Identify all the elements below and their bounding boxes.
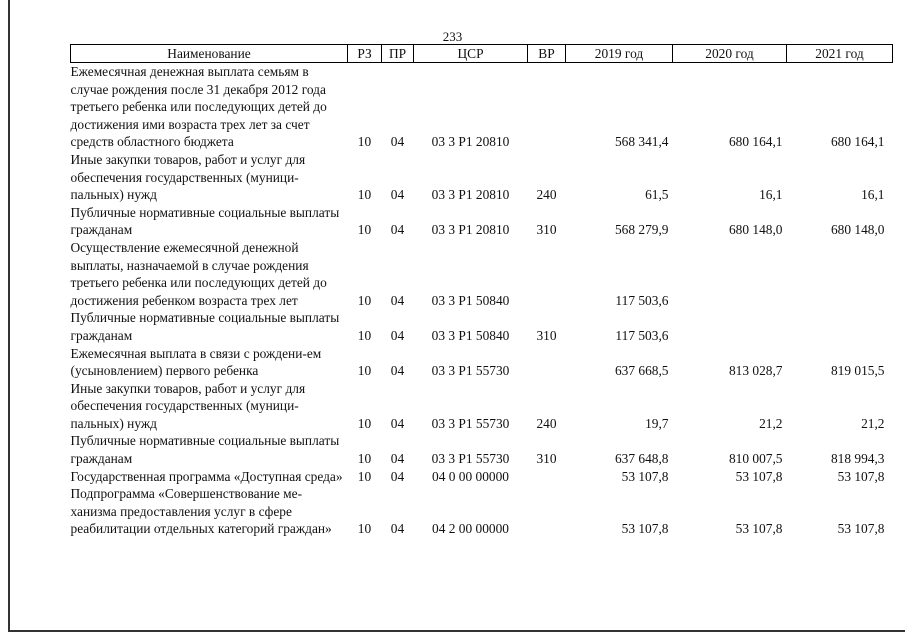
row-2021: 16,1 bbox=[861, 187, 885, 203]
page-number: 233 bbox=[442, 29, 463, 44]
row-2019: 61,5 bbox=[645, 187, 669, 203]
row-2019: 53 107,8 bbox=[621, 468, 669, 484]
row-2020: 680 164,1 bbox=[728, 134, 783, 150]
row-2020: 53 107,8 bbox=[735, 521, 783, 537]
row-name: Подпрограмма «Совершенствование ме-ханизма предоставления услуг в сфере реабилитации отдельных категорий граждан» bbox=[70, 486, 332, 537]
row-name: Публичные нормативные социальные выплаты гражданам bbox=[70, 433, 340, 467]
row-2020 bbox=[673, 239, 787, 309]
header-2020: 2020 год bbox=[673, 45, 787, 63]
row-rz: 10 bbox=[357, 327, 372, 343]
row-name: Ежемесячная денежная выплата семьям в случае рождения после 31 декабря 2012 года третьего ребенка или последующих детей до достижения ими возраста трех лет за счет средств областного бюджета bbox=[70, 64, 327, 150]
row-vr: 310 bbox=[536, 222, 557, 238]
table-row bbox=[71, 239, 893, 309]
row-vr bbox=[528, 345, 566, 380]
table-row bbox=[71, 309, 893, 344]
row-pr: 04 bbox=[390, 451, 405, 467]
row-pr: 04 bbox=[390, 521, 405, 537]
row-2021 bbox=[787, 239, 893, 309]
row-csr: 03 3 P1 50840 bbox=[431, 327, 510, 343]
row-2021: 53 107,8 bbox=[837, 521, 885, 537]
row-rz: 10 bbox=[357, 415, 372, 431]
row-rz: 10 bbox=[357, 468, 372, 484]
header-csr: ЦСР bbox=[414, 45, 528, 63]
row-pr: 04 bbox=[390, 468, 405, 484]
header-vr: ВР bbox=[528, 45, 566, 63]
row-2019: 117 503,6 bbox=[615, 327, 669, 343]
row-2020: 680 148,0 bbox=[728, 222, 783, 238]
row-csr: 04 0 00 00000 bbox=[432, 468, 509, 484]
row-csr: 03 3 P1 20810 bbox=[431, 134, 510, 150]
row-2020: 53 107,8 bbox=[735, 468, 783, 484]
row-pr: 04 bbox=[390, 134, 405, 150]
row-2021: 819 015,5 bbox=[830, 363, 885, 379]
row-vr: 310 bbox=[536, 451, 557, 467]
header-2019: 2019 год bbox=[566, 45, 673, 63]
row-csr: 03 3 P1 20810 bbox=[431, 222, 510, 238]
table-row bbox=[71, 432, 893, 467]
row-pr: 04 bbox=[390, 187, 405, 203]
row-2020: 813 028,7 bbox=[728, 363, 783, 379]
table-row bbox=[71, 151, 893, 204]
row-rz: 10 bbox=[357, 292, 372, 308]
table-row bbox=[71, 63, 893, 151]
row-rz: 10 bbox=[357, 134, 372, 150]
table-row bbox=[71, 468, 893, 486]
row-rz: 10 bbox=[357, 521, 372, 537]
row-2020: 810 007,5 bbox=[728, 451, 783, 467]
row-pr: 04 bbox=[390, 292, 405, 308]
row-2021: 680 164,1 bbox=[830, 134, 885, 150]
row-name: Публичные нормативные социальные выплаты гражданам bbox=[70, 204, 340, 238]
row-2021 bbox=[787, 309, 893, 344]
row-vr: 240 bbox=[536, 415, 557, 431]
row-csr: 03 3 P1 20810 bbox=[431, 187, 510, 203]
row-vr: 310 bbox=[536, 327, 557, 343]
row-vr bbox=[528, 485, 566, 538]
table-header bbox=[71, 45, 893, 63]
row-name: Ежемесячная выплата в связи с рождени-ем (усыновлением) первого ребенка bbox=[70, 345, 322, 379]
row-rz: 10 bbox=[357, 187, 372, 203]
row-2021: 53 107,8 bbox=[837, 468, 885, 484]
row-vr bbox=[528, 239, 566, 309]
row-2019: 568 279,9 bbox=[614, 222, 669, 238]
row-pr: 04 bbox=[390, 415, 405, 431]
row-2020: 16,1 bbox=[759, 187, 783, 203]
row-csr: 04 2 00 00000 bbox=[432, 521, 509, 537]
row-2019: 568 341,4 bbox=[614, 134, 669, 150]
table-body bbox=[71, 63, 893, 539]
row-rz: 10 bbox=[357, 222, 372, 238]
row-2019: 637 648,8 bbox=[614, 451, 669, 467]
row-name: Иные закупки товаров, работ и услуг для обеспечения государственных (муници-пальных) нужд bbox=[70, 151, 306, 203]
row-csr: 03 3 P1 55730 bbox=[431, 363, 510, 379]
table-row bbox=[71, 485, 893, 538]
table-row bbox=[71, 204, 893, 239]
page-bottom-border bbox=[8, 630, 905, 632]
row-2019: 19,7 bbox=[645, 415, 669, 431]
row-vr: 240 bbox=[536, 187, 557, 203]
row-2019: 117 503,6 bbox=[615, 292, 669, 308]
row-name: Иные закупки товаров, работ и услуг для обеспечения государственных (муници-пальных) нужд bbox=[70, 380, 306, 431]
row-vr bbox=[528, 63, 566, 151]
header-pr: ПР bbox=[382, 45, 414, 63]
row-name: Публичные нормативные социальные выплаты гражданам bbox=[70, 310, 340, 343]
row-2019: 53 107,8 bbox=[621, 521, 669, 537]
header-2021: 2021 год bbox=[787, 45, 893, 63]
row-csr: 03 3 P1 50840 bbox=[431, 292, 510, 308]
table-row bbox=[71, 345, 893, 380]
row-pr: 04 bbox=[390, 327, 405, 343]
row-pr: 04 bbox=[390, 222, 405, 238]
row-rz: 10 bbox=[357, 363, 372, 379]
header-name: Наименование bbox=[71, 45, 348, 63]
row-rz: 10 bbox=[357, 451, 372, 467]
table-row bbox=[71, 380, 893, 433]
header-rz: РЗ bbox=[348, 45, 382, 63]
row-csr: 03 3 P1 55730 bbox=[431, 451, 510, 467]
page-left-border bbox=[8, 0, 10, 632]
row-name: Государственная программа «Доступная среда» bbox=[70, 468, 343, 484]
row-2019: 637 668,5 bbox=[614, 363, 669, 379]
row-pr: 04 bbox=[390, 363, 405, 379]
budget-table bbox=[70, 44, 893, 538]
row-vr bbox=[528, 468, 566, 486]
row-2021: 680 148,0 bbox=[830, 222, 885, 238]
row-2021: 21,2 bbox=[861, 415, 885, 431]
row-2020 bbox=[673, 309, 787, 344]
row-2021: 818 994,3 bbox=[830, 451, 885, 467]
row-csr: 03 3 P1 55730 bbox=[431, 415, 510, 431]
row-2020: 21,2 bbox=[759, 415, 783, 431]
row-name: Осуществление ежемесячной денежной выплаты, назначаемой в случае рождения третьего ребенка или последующих детей до достижения ребенком возраста трех лет bbox=[70, 239, 327, 308]
